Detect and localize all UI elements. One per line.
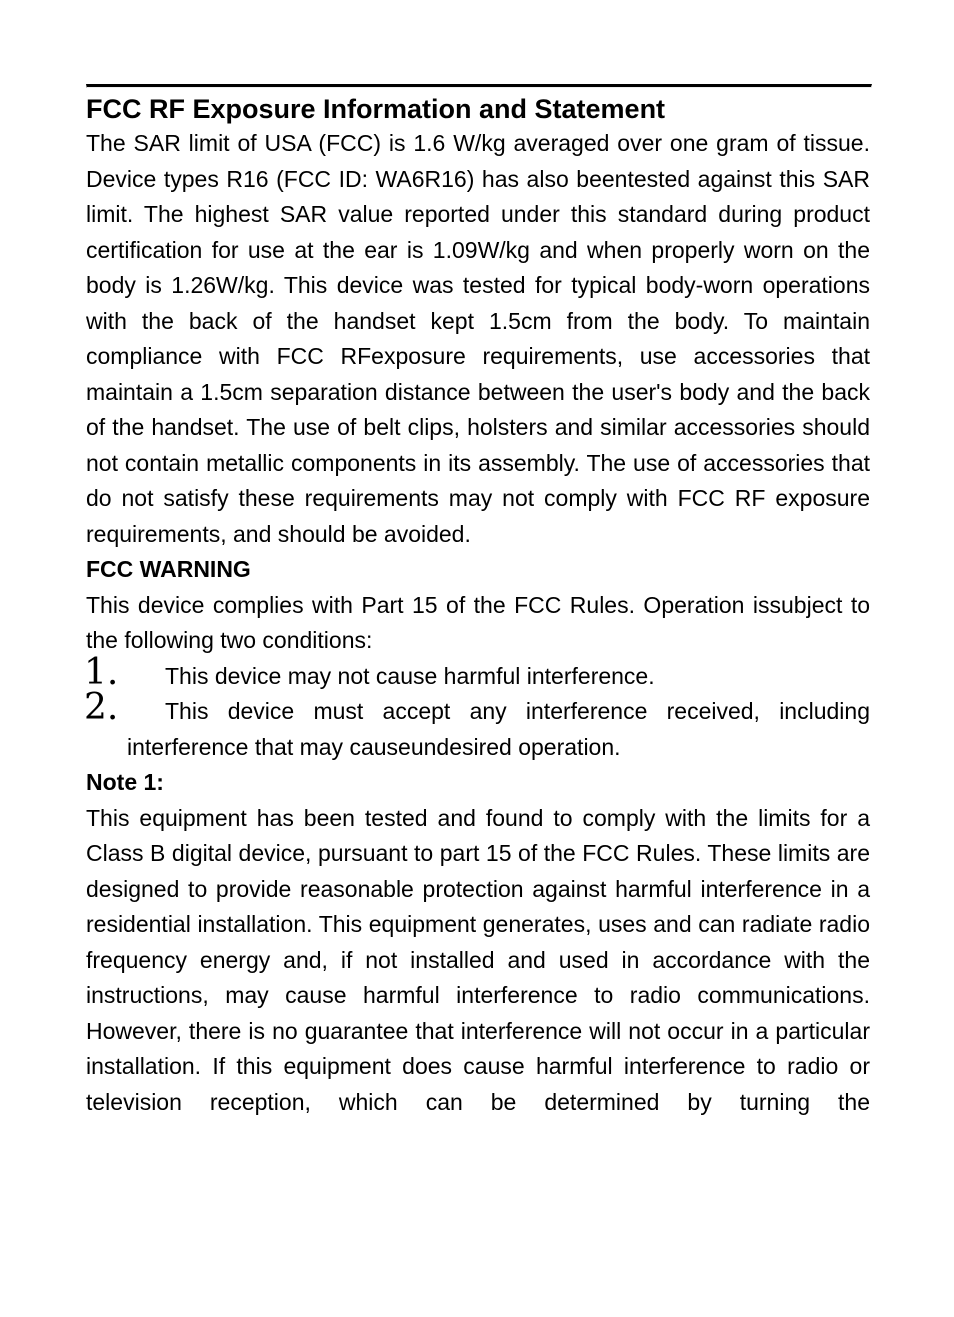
list-item-text: This device must accept any interference received, including <box>165 698 870 724</box>
list-item-text-continuation: interference that may causeundesired operation. <box>127 733 621 760</box>
conditions-list <box>84 651 870 766</box>
rf-exposure-body: The SAR limit of USA (FCC) is 1.6 W/kg averaged over one gram of tissue. Device types R16 (FCC ID: WA6R16) has also beentested against this SAR limit. The highest SAR value reported under this standard during product certification for use at the ear is 1.09W/kg and when properly worn on the body is 1.26W/kg. This device was tested for typical body-worn operations with the back of the handset kept 1.5cm from the body. To maintain compliance with FCC RFexposure requirements, use accessories that maintain a 1.5cm separation distance between the user's body and the back of the handset. The use of belt clips, holsters and similar accessories should not contain metallic components in its assembly. The use of accessories that do not satisfy these requirements may not comply with FCC RF exposure requirements, and should be avoided. <box>86 130 870 547</box>
list-item-text: This device may not cause harmful interference. <box>165 662 655 689</box>
list-item-number: 2. <box>84 687 119 728</box>
document-page <box>86 84 870 1120</box>
fcc-warning-heading: FCC WARNING <box>86 556 251 582</box>
note-heading: Note 1: <box>86 769 164 795</box>
top-rule-divider <box>86 84 872 88</box>
list-item-number: 1. <box>84 651 119 693</box>
fcc-warning-intro: This device complies with Part 15 of the FCC Rules. Operation issubject to the following two conditions: <box>86 591 870 653</box>
rf-exposure-heading: FCC RF Exposure Information and Statement <box>86 94 666 124</box>
list-item <box>84 651 870 695</box>
list-item <box>84 687 870 765</box>
note-body: This equipment has been tested and found to comply with the limits for a Class B digital device, pursuant to part 15 of the FCC Rules. These limits are designed to provide reasonable protection against harmful interference in a residential installation. This equipment generates, uses and can radiate radio frequency energy and, if not installed and used in accordance with the instructions, may cause harmful interference to radio communications. However, there is no guarantee that interference will not occur in a particular installation. If this equipment does cause harmful interference to radio or television reception, which can be determined by turning the <box>86 804 870 1115</box>
